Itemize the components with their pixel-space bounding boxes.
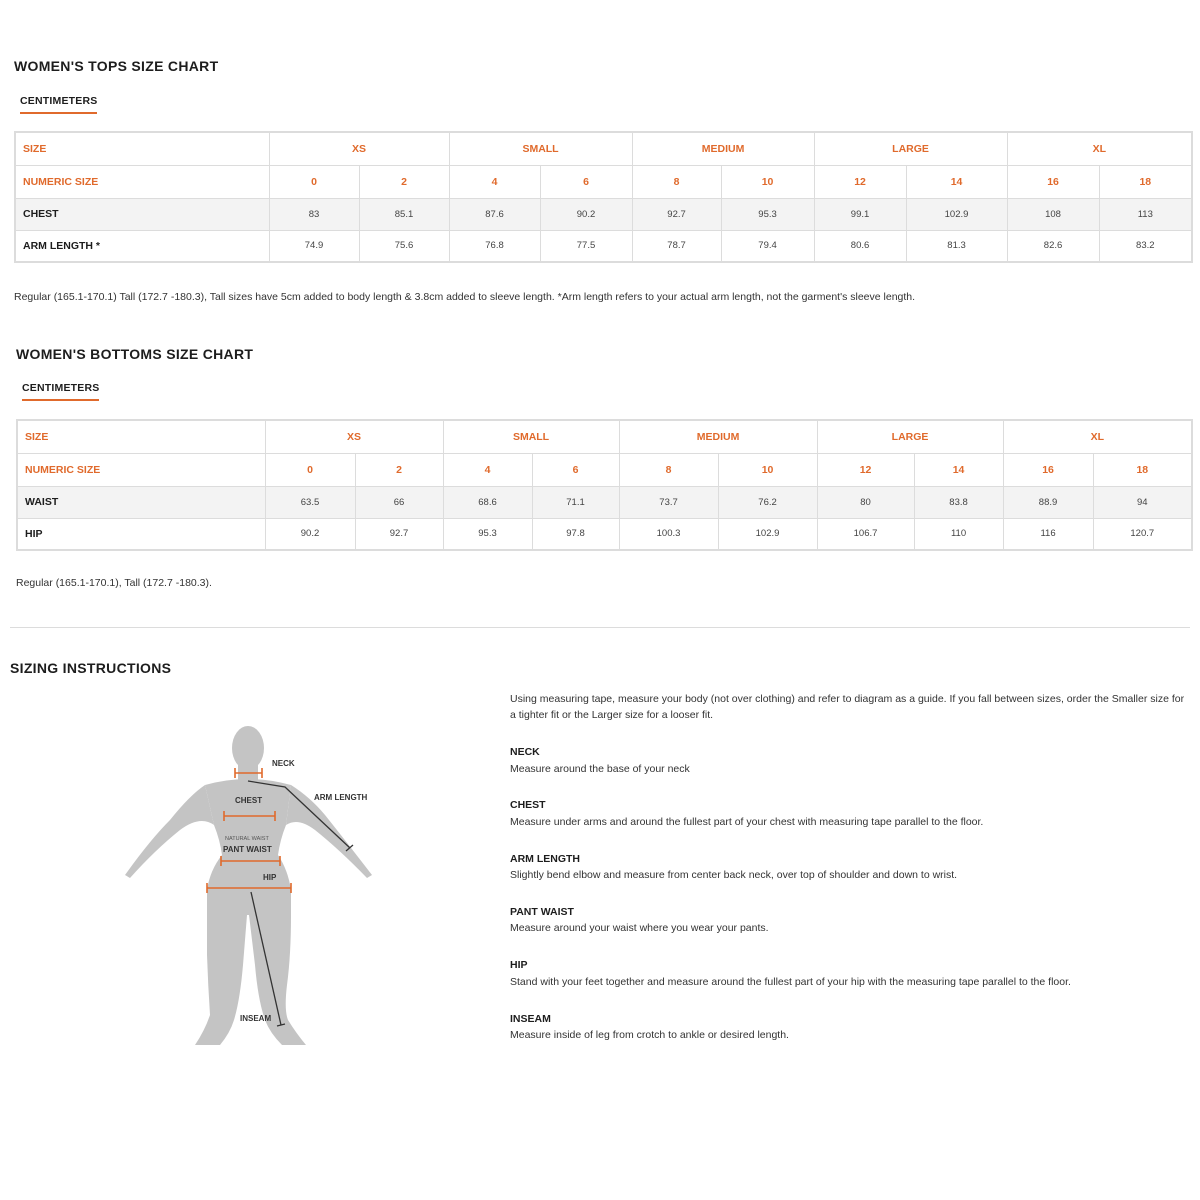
table-cell: 82.6 (1007, 230, 1099, 262)
table-cell: 66 (355, 486, 443, 518)
size-label: SIZE (17, 420, 265, 453)
pant-waist-heading: PANT WAIST (510, 906, 574, 918)
numeric-size-cell: 12 (814, 165, 906, 198)
arm-length-heading: ARM LENGTH (510, 853, 580, 865)
numeric-size-cell: 10 (718, 453, 817, 486)
size-group-large: LARGE (817, 420, 1003, 453)
table-cell: 78.7 (632, 230, 721, 262)
table-cell: 68.6 (443, 486, 532, 518)
size-label: SIZE (15, 132, 269, 165)
arm-length-label: ARM LENGTH (314, 793, 368, 802)
tops-unit-tab[interactable]: CENTIMETERS (20, 95, 97, 114)
numeric-size-cell: 6 (540, 165, 632, 198)
table-cell: 77.5 (540, 230, 632, 262)
table-cell: 73.7 (619, 486, 718, 518)
numeric-size-cell: 10 (721, 165, 814, 198)
numeric-size-cell: 4 (449, 165, 540, 198)
bottoms-note: Regular (165.1-170.1), Tall (172.7 -180.3). (16, 577, 212, 589)
numeric-size-cell: 12 (817, 453, 914, 486)
tops-title: WOMEN'S TOPS SIZE CHART (14, 58, 219, 74)
table-cell: 92.7 (632, 198, 721, 230)
instructions-intro: Using measuring tape, measure your body (not over clothing) and refer to diagram as a guide. If you fall between sizes, order the Smaller size for a tighter fit or the Larger size for a looser fit. (510, 693, 1185, 721)
arm-length-row-label: ARM LENGTH * (15, 230, 269, 262)
inseam-heading: INSEAM (510, 1013, 551, 1025)
pant-waist-description: Measure around your waist where you wear your pants. (510, 922, 769, 934)
numeric-size-cell: 0 (269, 165, 359, 198)
size-group-small: SMALL (449, 132, 632, 165)
bottoms-unit-tab[interactable]: CENTIMETERS (22, 382, 99, 401)
hip-label: HIP (263, 873, 277, 882)
table-cell: 108 (1007, 198, 1099, 230)
table-row (15, 230, 1192, 262)
chest-label: CHEST (235, 796, 263, 805)
table-cell: 83.2 (1099, 230, 1192, 262)
bottoms-size-table (16, 419, 1193, 551)
numeric-size-cell: 8 (619, 453, 718, 486)
size-group-large: LARGE (814, 132, 1007, 165)
table-cell: 85.1 (359, 198, 449, 230)
table-cell: 110 (914, 518, 1003, 550)
inseam-label: INSEAM (240, 1014, 272, 1023)
hip-row-label: HIP (17, 518, 265, 550)
size-group-xs: XS (269, 132, 449, 165)
table-cell: 81.3 (906, 230, 1007, 262)
numeric-size-cell: 2 (359, 165, 449, 198)
neck-label: NECK (272, 759, 295, 768)
table-cell: 75.6 (359, 230, 449, 262)
size-group-medium: MEDIUM (632, 132, 814, 165)
table-cell: 102.9 (718, 518, 817, 550)
numeric-size-label: NUMERIC SIZE (17, 453, 265, 486)
body-measurement-figure (110, 715, 400, 1060)
chest-description: Measure under arms and around the fullest part of your chest with measuring tape parallel to the floor. (510, 816, 984, 828)
table-cell: 99.1 (814, 198, 906, 230)
inseam-description: Measure inside of leg from crotch to ankle or desired length. (510, 1029, 789, 1041)
table-cell: 79.4 (721, 230, 814, 262)
body-silhouette (125, 726, 372, 1045)
chest-row-label: CHEST (15, 198, 269, 230)
table-cell: 83.8 (914, 486, 1003, 518)
tops-size-table (14, 131, 1193, 263)
table-cell: 92.7 (355, 518, 443, 550)
table-cell: 97.8 (532, 518, 619, 550)
size-group-xl: XL (1003, 420, 1192, 453)
table-cell: 74.9 (269, 230, 359, 262)
table-cell: 80.6 (814, 230, 906, 262)
table-cell: 80 (817, 486, 914, 518)
table-cell: 76.2 (718, 486, 817, 518)
tops-note: Regular (165.1-170.1) Tall (172.7 -180.3), Tall sizes have 5cm added to body length & 3.8cm added to sleeve length. *Arm length refers to your actual arm length, not the garment's sleeve length. (14, 291, 916, 303)
table-cell: 106.7 (817, 518, 914, 550)
table-cell: 83 (269, 198, 359, 230)
table-row (17, 486, 1192, 518)
size-group-medium: MEDIUM (619, 420, 817, 453)
size-group-xs: XS (265, 420, 443, 453)
table-cell: 95.3 (443, 518, 532, 550)
table-cell: 90.2 (540, 198, 632, 230)
arm-length-description: Slightly bend elbow and measure from center back neck, over top of shoulder and down to wrist. (510, 869, 958, 881)
size-group-xl: XL (1007, 132, 1192, 165)
numeric-size-cell: 2 (355, 453, 443, 486)
table-cell: 100.3 (619, 518, 718, 550)
numeric-size-cell: 8 (632, 165, 721, 198)
section-divider (10, 627, 1190, 628)
bottoms-title: WOMEN'S BOTTOMS SIZE CHART (16, 346, 254, 362)
table-cell: 76.8 (449, 230, 540, 262)
numeric-size-cell: 18 (1099, 165, 1192, 198)
table-cell: 71.1 (532, 486, 619, 518)
numeric-size-cell: 6 (532, 453, 619, 486)
instructions-title: SIZING INSTRUCTIONS (10, 660, 172, 676)
numeric-size-cell: 14 (914, 453, 1003, 486)
table-cell: 63.5 (265, 486, 355, 518)
numeric-size-cell: 14 (906, 165, 1007, 198)
waist-row-label: WAIST (17, 486, 265, 518)
table-cell: 116 (1003, 518, 1093, 550)
table-row (17, 518, 1192, 550)
table-cell: 88.9 (1003, 486, 1093, 518)
neck-description: Measure around the base of your neck (510, 763, 690, 775)
numeric-size-cell: 0 (265, 453, 355, 486)
natural-waist-label: NATURAL WAIST (225, 836, 269, 842)
table-cell: 113 (1099, 198, 1192, 230)
pant-waist-label: PANT WAIST (223, 845, 272, 854)
table-cell: 87.6 (449, 198, 540, 230)
numeric-size-cell: 4 (443, 453, 532, 486)
table-cell: 102.9 (906, 198, 1007, 230)
hip-heading: HIP (510, 959, 528, 971)
table-cell: 95.3 (721, 198, 814, 230)
table-cell: 90.2 (265, 518, 355, 550)
table-cell: 94 (1093, 486, 1192, 518)
numeric-size-cell: 18 (1093, 453, 1192, 486)
neck-heading: NECK (510, 746, 540, 758)
table-row (15, 198, 1192, 230)
numeric-size-cell: 16 (1007, 165, 1099, 198)
table-cell: 120.7 (1093, 518, 1192, 550)
chest-heading: CHEST (510, 799, 546, 811)
hip-description: Stand with your feet together and measure around the fullest part of your hip with the measuring tape parallel to the floor. (510, 976, 1071, 988)
numeric-size-label: NUMERIC SIZE (15, 165, 269, 198)
numeric-size-cell: 16 (1003, 453, 1093, 486)
size-group-small: SMALL (443, 420, 619, 453)
